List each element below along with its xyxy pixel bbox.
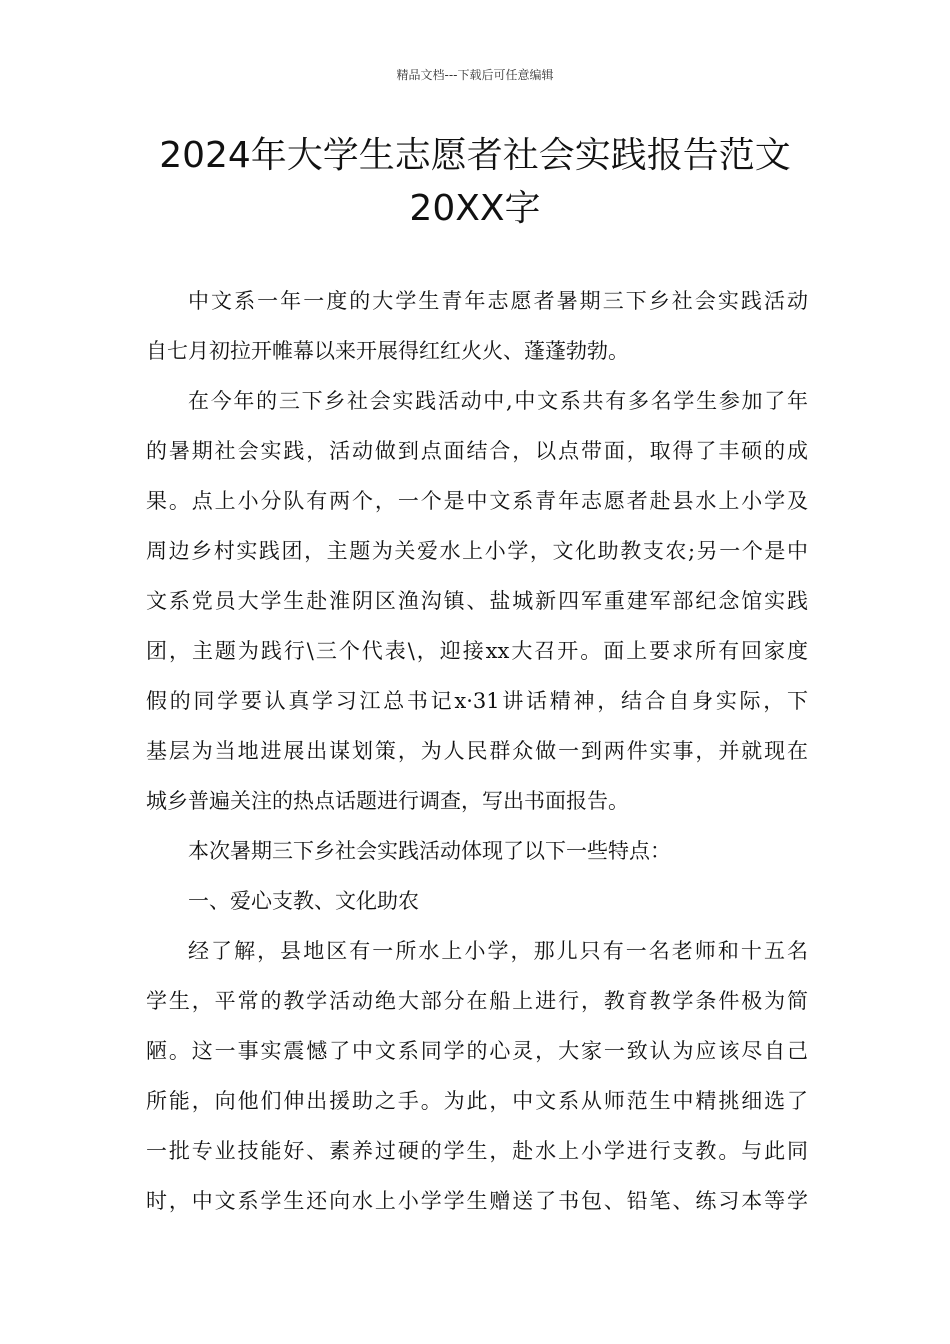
body-text-line: 自七月初拉开帷幕以来开展得红红火火、蓬蓬勃勃。 bbox=[146, 339, 629, 363]
body-text-line: 果。点上小分队有两个，一个是中文系青年志愿者赴县水上小学及 bbox=[146, 489, 808, 513]
body-text-line: 本次暑期三下乡社会实践活动体现了以下一些特点： bbox=[188, 839, 671, 863]
body-text-line: 假的同学要认真学习江总书记x·31讲话精神，结合自身实际，下 bbox=[146, 689, 808, 713]
body-text-line: 陋。这一事实震憾了中文系同学的心灵，大家一致认为应该尽自己 bbox=[146, 1039, 808, 1063]
body-text-line: 在今年的三下乡社会实践活动中,中文系共有多名学生参加了年 bbox=[188, 389, 808, 413]
body-text-line: 基层为当地进展出谋划策，为人民群众做一到两件实事，并就现在 bbox=[146, 739, 808, 763]
document-body bbox=[146, 282, 808, 1232]
header-note: 精品文档---下载后可任意编辑 bbox=[396, 68, 554, 82]
body-text-line: 的暑期社会实践，活动做到点面结合，以点带面，取得了丰硕的成 bbox=[146, 439, 808, 463]
body-text-line: 中文系一年一度的大学生青年志愿者暑期三下乡社会实践活动 bbox=[188, 289, 808, 313]
body-text-line: 一、爱心支教、文化助农 bbox=[188, 889, 419, 913]
body-text-line: 文系党员大学生赴淮阴区渔沟镇、盐城新四军重建军部纪念馆实践 bbox=[146, 589, 808, 613]
body-text-line: 经了解，县地区有一所水上小学，那儿只有一名老师和十五名 bbox=[188, 939, 808, 963]
title-line-1: 2024年大学生志愿者社会实践报告范文 bbox=[159, 135, 791, 176]
document-title bbox=[100, 129, 850, 235]
body-text-line: 城乡普遍关注的热点话题进行调查，写出书面报告。 bbox=[146, 789, 629, 813]
body-text-line: 一批专业技能好、素养过硬的学生，赴水上小学进行支教。与此同 bbox=[146, 1139, 808, 1163]
body-text-line: 学生，平常的教学活动绝大部分在船上进行，教育教学条件极为简 bbox=[146, 989, 808, 1013]
body-text-line: 团，主题为践行\三个代表\，迎接xx大召开。面上要求所有回家度 bbox=[146, 639, 808, 663]
body-text-line: 周边乡村实践团，主题为关爱水上小学，文化助教支农;另一个是中 bbox=[146, 539, 808, 563]
body-text-line: 所能，向他们伸出援助之手。为此，中文系从师范生中精挑细选了 bbox=[146, 1089, 808, 1113]
title-line-2: 20XX字 bbox=[409, 188, 541, 229]
body-text-line: 时，中文系学生还向水上小学学生赠送了书包、铅笔、练习本等学 bbox=[146, 1189, 808, 1213]
